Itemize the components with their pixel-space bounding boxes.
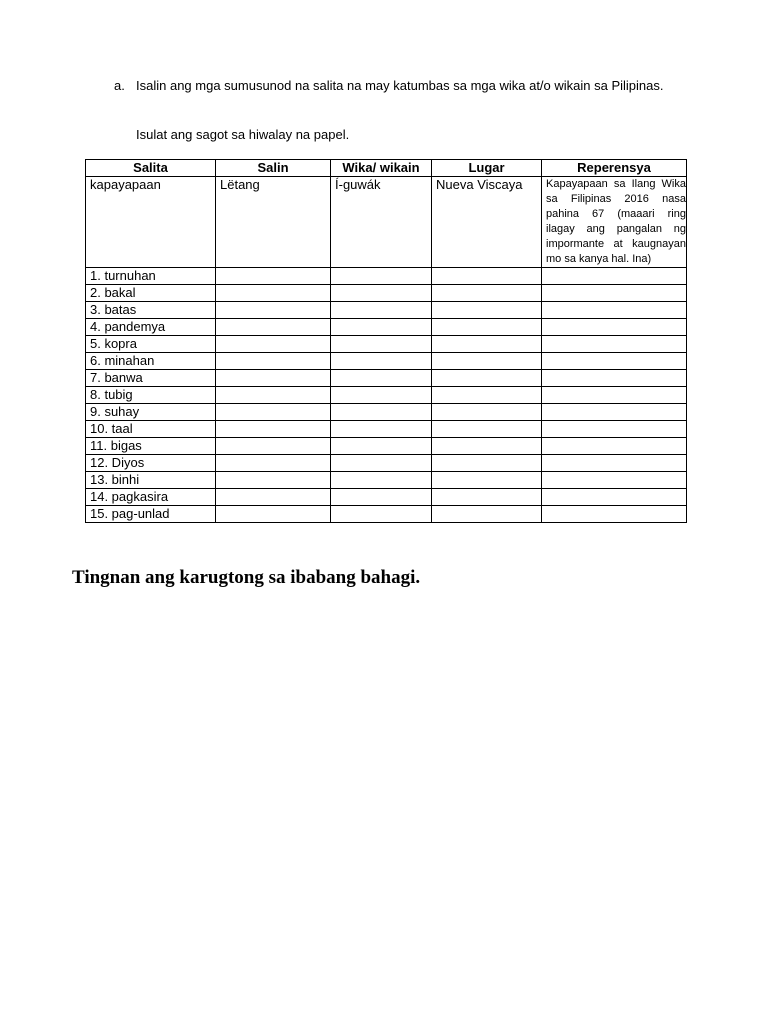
table-row [86,438,687,455]
item-salita: 13. binhi [86,472,216,489]
instruction-marker: a. [114,78,125,93]
item-reperensya[interactable] [542,370,687,387]
item-reperensya[interactable] [542,285,687,302]
item-lugar[interactable] [432,285,542,302]
item-salin[interactable] [216,438,331,455]
instruction-subtext: Isulat ang sagot sa hiwalay na papel. [136,127,350,142]
item-salin[interactable] [216,489,331,506]
table-row [86,404,687,421]
item-lugar[interactable] [432,319,542,336]
header-wika: Wika/ wikain [331,160,432,177]
item-salita: 2. bakal [86,285,216,302]
item-lugar[interactable] [432,302,542,319]
item-salin[interactable] [216,472,331,489]
instruction-text: Isalin ang mga sumusunod na salita na may katumbas sa mga wika at/o wikain sa Pilipinas. [136,78,664,93]
item-reperensya[interactable] [542,455,687,472]
item-wika[interactable] [331,370,432,387]
item-wika[interactable] [331,302,432,319]
item-salin[interactable] [216,421,331,438]
item-reperensya[interactable] [542,268,687,285]
item-reperensya[interactable] [542,302,687,319]
item-salita: 1. turnuhan [86,268,216,285]
table-row [86,421,687,438]
table-row [86,353,687,370]
item-wika[interactable] [331,387,432,404]
item-salita: 15. pag-unlad [86,506,216,523]
item-salita: 6. minahan [86,353,216,370]
item-salin[interactable] [216,336,331,353]
item-reperensya[interactable] [542,472,687,489]
example-salita: kapayapaan [86,177,216,268]
table-header-row [86,160,687,177]
example-salin: Lëtang [216,177,331,268]
item-reperensya[interactable] [542,421,687,438]
item-wika[interactable] [331,472,432,489]
table-row [86,268,687,285]
table-row [86,319,687,336]
item-lugar[interactable] [432,472,542,489]
item-reperensya[interactable] [542,404,687,421]
example-reperensya: Kapayapaan sa Ilang Wika sa Filipinas 2016 nasa pahina 67 (maaari ring ilagay ang pangalan ng impormante at kaugnayan mo sa kanya hal. Ina) [542,177,687,268]
item-salita: 7. banwa [86,370,216,387]
item-wika[interactable] [331,268,432,285]
item-salita: 12. Diyos [86,455,216,472]
item-salin[interactable] [216,370,331,387]
item-salin[interactable] [216,285,331,302]
item-salin[interactable] [216,455,331,472]
item-lugar[interactable] [432,387,542,404]
item-wika[interactable] [331,285,432,302]
item-salita: 5. kopra [86,336,216,353]
item-salin[interactable] [216,506,331,523]
continuation-heading: Tingnan ang karugtong sa ibabang bahagi. [72,567,421,588]
item-reperensya[interactable] [542,319,687,336]
item-wika[interactable] [331,336,432,353]
translation-table [85,159,687,523]
item-wika[interactable] [331,319,432,336]
item-salita: 14. pagkasira [86,489,216,506]
item-wika[interactable] [331,353,432,370]
item-salin[interactable] [216,353,331,370]
item-lugar[interactable] [432,353,542,370]
item-salita: 11. bigas [86,438,216,455]
item-lugar[interactable] [432,506,542,523]
item-reperensya[interactable] [542,387,687,404]
header-reperensya: Reperensya [542,160,687,177]
item-wika[interactable] [331,438,432,455]
item-salita: 8. tubig [86,387,216,404]
item-wika[interactable] [331,455,432,472]
table-row [86,285,687,302]
example-wika: Í-guwák [331,177,432,268]
item-salin[interactable] [216,268,331,285]
item-lugar[interactable] [432,455,542,472]
item-wika[interactable] [331,506,432,523]
item-salin[interactable] [216,387,331,404]
table-row [86,370,687,387]
table-row [86,455,687,472]
item-lugar[interactable] [432,404,542,421]
item-salin[interactable] [216,404,331,421]
item-salita: 9. suhay [86,404,216,421]
item-salita: 3. batas [86,302,216,319]
item-reperensya[interactable] [542,489,687,506]
example-row [86,177,687,268]
header-salin: Salin [216,160,331,177]
item-reperensya[interactable] [542,353,687,370]
item-lugar[interactable] [432,438,542,455]
item-reperensya[interactable] [542,506,687,523]
table-row [86,336,687,353]
item-salita: 10. taal [86,421,216,438]
item-wika[interactable] [331,421,432,438]
item-lugar[interactable] [432,268,542,285]
header-salita: Salita [86,160,216,177]
item-lugar[interactable] [432,489,542,506]
table-row [86,387,687,404]
item-reperensya[interactable] [542,438,687,455]
item-salin[interactable] [216,319,331,336]
example-lugar: Nueva Viscaya [432,177,542,268]
table-row [86,302,687,319]
item-lugar[interactable] [432,370,542,387]
item-lugar[interactable] [432,421,542,438]
item-wika[interactable] [331,404,432,421]
table-row [86,489,687,506]
item-reperensya[interactable] [542,336,687,353]
table-row [86,472,687,489]
table-row [86,506,687,523]
item-wika[interactable] [331,489,432,506]
item-lugar[interactable] [432,336,542,353]
header-lugar: Lugar [432,160,542,177]
item-salin[interactable] [216,302,331,319]
item-salita: 4. pandemya [86,319,216,336]
